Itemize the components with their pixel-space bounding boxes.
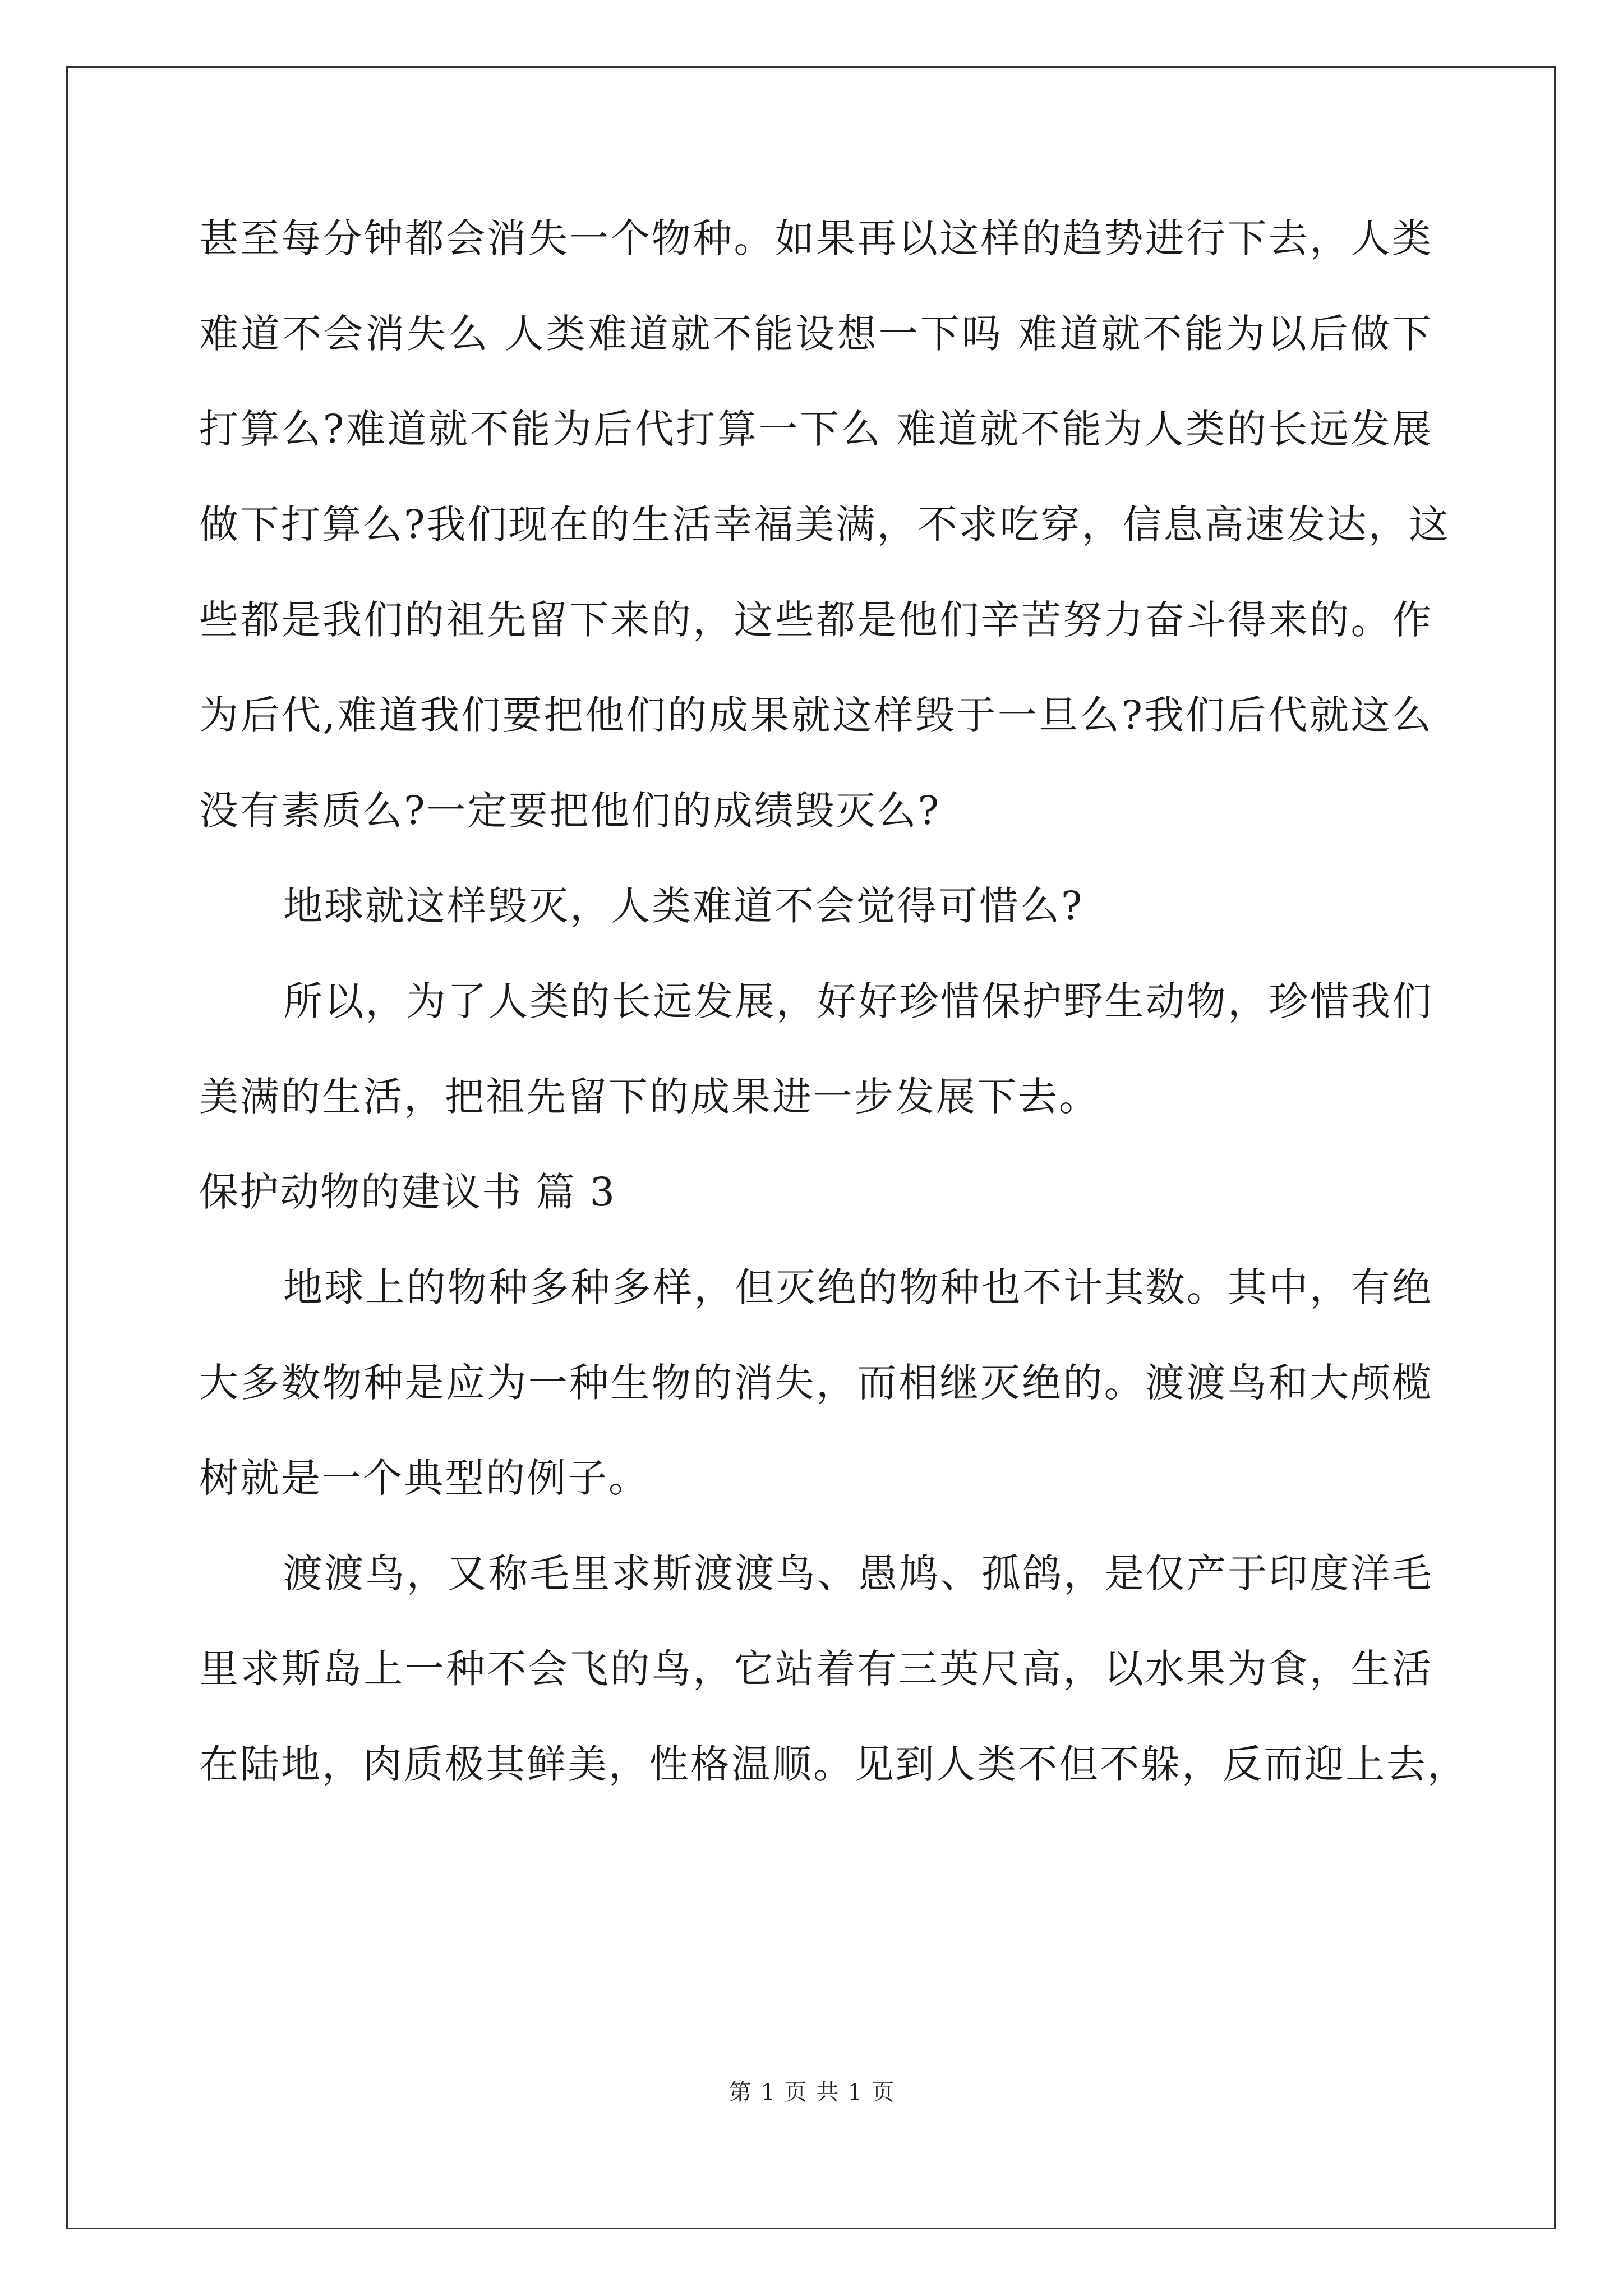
text-line: 甚至每分钟都会消失一个物种。如果再以这样的趋势进行下去，人类 — [199, 215, 1433, 261]
text-line: 大多数物种是应为一种生物的消失，而相继灭绝的。渡渡鸟和大颅榄 — [199, 1360, 1433, 1406]
text-line: 美满的生活，把祖先留下的成果进一步发展下去。 — [199, 1074, 1100, 1120]
section-heading: 保护动物的建议书 篇 3 — [199, 1169, 616, 1215]
text-line: 做下打算么?我们现在的生活幸福美满，不求吃穿，信息高速发达，这 — [199, 501, 1450, 547]
page-border — [66, 66, 1556, 2229]
text-line: 树就是一个典型的例子。 — [199, 1455, 649, 1501]
text-line: 些都是我们的祖先留下来的，这些都是他们辛苦努力奋斗得来的。作 — [199, 597, 1433, 643]
text-line: 里求斯岛上一种不会飞的鸟，它站着有三英尺高，以水果为食，生活 — [199, 1646, 1433, 1692]
text-line: 打算么?难道就不能为后代打算一下么 难道就不能为人类的长远发展 — [199, 406, 1433, 452]
text-line: 没有素质么?一定要把他们的成绩毁灭么? — [199, 788, 941, 834]
page-footer: 第 1 页 共 1 页 — [728, 2079, 895, 2105]
paragraph-start: 地球就这样毁灭，人类难道不会觉得可惜么? — [283, 883, 1084, 929]
paragraph-start: 渡渡鸟，又称毛里求斯渡渡鸟、愚鸠、孤鸽，是仅产于印度洋毛 — [283, 1550, 1433, 1596]
text-line: 为后代,难道我们要把他们的成果就这样毁于一旦么?我们后代就这么 — [199, 692, 1433, 738]
text-line: 在陆地，肉质极其鲜美，性格温顺。见到人类不但不躲，反而迎上去， — [199, 1741, 1468, 1787]
paragraph-start: 地球上的物种多种多样，但灭绝的物种也不计其数。其中，有绝 — [283, 1264, 1433, 1310]
text-line: 难道不会消失么 人类难道就不能设想一下吗 难道就不能为以后做下 — [199, 311, 1433, 357]
paragraph-start: 所以，为了人类的长远发展，好好珍惜保护野生动物，珍惜我们 — [283, 978, 1433, 1024]
